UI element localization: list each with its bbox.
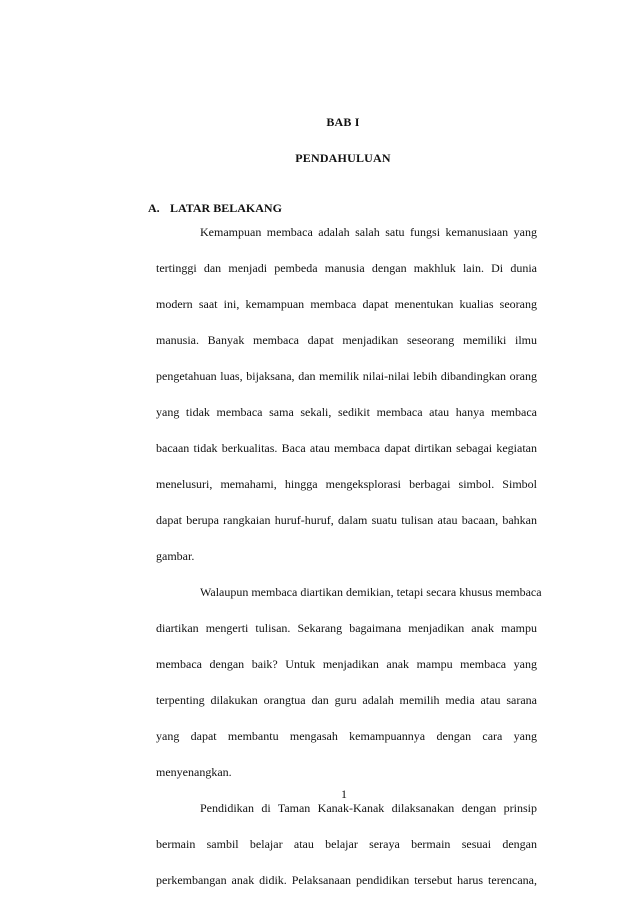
chapter-title: PENDAHULUAN xyxy=(295,151,391,165)
paragraph-line: bermain sambil belajar atau belajar seraya bermain sesuai dengan xyxy=(156,837,537,851)
paragraph-line: diartikan mengerti tulisan. Sekarang bagaimana menjadikan anak mampu xyxy=(156,621,537,635)
paragraph-line: bacaan tidak berkualitas. Baca atau membaca dapat dirtikan sebagai kegiatan xyxy=(156,441,537,455)
section-heading-text: LATAR BELAKANG xyxy=(170,201,282,215)
section-number: A. xyxy=(148,201,160,215)
paragraph-line: menyenangkan. xyxy=(156,765,232,779)
paragraph-line: dapat berupa rangkaian huruf-huruf, dalam suatu tulisan atau bacaan, bahkan xyxy=(156,513,537,527)
paragraph-line: perkembangan anak didik. Pelaksanaan pendidikan tersebut harus terencana, xyxy=(156,873,537,887)
page-number: 1 xyxy=(341,787,347,801)
paragraph-line: terpenting dilakukan orangtua dan guru adalah memilih media atau sarana xyxy=(156,693,537,707)
paragraph-line: Kemampuan membaca adalah salah satu fungsi kemanusiaan yang xyxy=(200,225,537,239)
paragraph-line: manusia. Banyak membaca dapat menjadikan seseorang memiliki ilmu xyxy=(156,333,537,347)
paragraph-line: menelusuri, memahami, hingga mengeksplorasi berbagai simbol. Simbol xyxy=(156,477,537,491)
paragraph-line: gambar. xyxy=(156,549,195,563)
paragraph-line: yang tidak membaca sama sekali, sedikit membaca atau hanya membaca xyxy=(156,405,537,419)
paragraph-line: Walaupun membaca diartikan demikian, tetapi secara khusus membaca xyxy=(200,585,542,599)
chapter-label: BAB I xyxy=(326,115,360,129)
paragraph-line: modern saat ini, kemampuan membaca dapat menentukan kualias seorang xyxy=(156,297,537,311)
section-heading xyxy=(148,201,282,216)
paragraph-line: yang dapat membantu mengasah kemampuannya dengan cara yang xyxy=(156,729,537,743)
paragraph-line: tertinggi dan menjadi pembeda manusia dengan makhluk lain. Di dunia xyxy=(156,261,537,275)
paragraph-line: membaca dengan baik? Untuk menjadikan anak mampu membaca yang xyxy=(156,657,537,671)
paragraph-line: pengetahuan luas, bijaksana, dan memilik nilai-nilai lebih dibandingkan orang xyxy=(156,369,537,383)
paragraph-line: Pendidikan di Taman Kanak-Kanak dilaksanakan dengan prinsip xyxy=(200,801,537,815)
